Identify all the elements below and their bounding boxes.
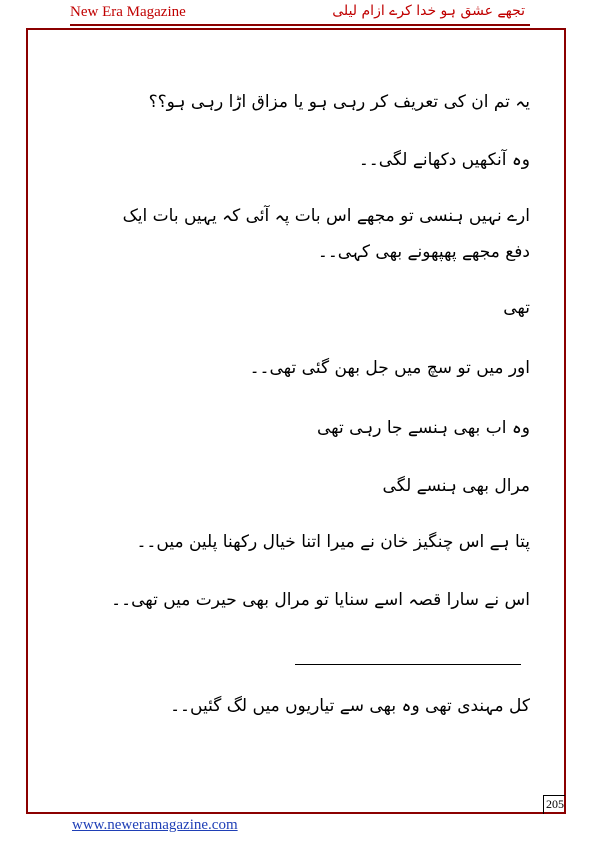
paragraph: تھی <box>503 298 530 318</box>
paragraph: یہ تم ان کی تعریف کر رہی ہو یا مزاق اڑا رہی ہو؟؟ <box>148 92 530 112</box>
header-divider <box>70 24 530 26</box>
paragraph: کل مہندی تھی وہ بھی سے تیاریوں میں لگ گئیں۔۔ <box>170 696 530 716</box>
paragraph: پتا ہے اس چنگیز خان نے میرا اتنا خیال رکھنا پلین میں۔۔ <box>136 532 530 552</box>
paragraph: مرال بھی ہنسے لگی <box>382 476 530 496</box>
magazine-name: New Era Magazine <box>70 4 186 20</box>
website-link[interactable]: www.neweramagazine.com <box>72 817 238 833</box>
page-number: 205 <box>546 797 564 811</box>
paragraph: اس نے سارا قصہ اسے سنایا تو مرال بھی حیرت میں تھی۔۔ <box>111 590 530 610</box>
paragraph: وہ آنکھیں دکھانے لگی۔۔ <box>358 150 530 170</box>
paragraph: ارے نہیں ہنسی تو مجھے اس بات پہ آئی کہ یہیں بات ایک دفع مجھے پھپھونے بھی کہی۔۔ <box>122 206 530 262</box>
section-divider <box>295 664 521 665</box>
paragraph: وہ اب بھی ہنسے جا رہی تھی <box>316 418 530 438</box>
novel-title: تجھے عشق ہو خدا کرے ازام لیلی <box>332 3 525 19</box>
paragraph: اور میں تو سچ میں جل بھن گئی تھی۔۔ <box>249 358 530 378</box>
